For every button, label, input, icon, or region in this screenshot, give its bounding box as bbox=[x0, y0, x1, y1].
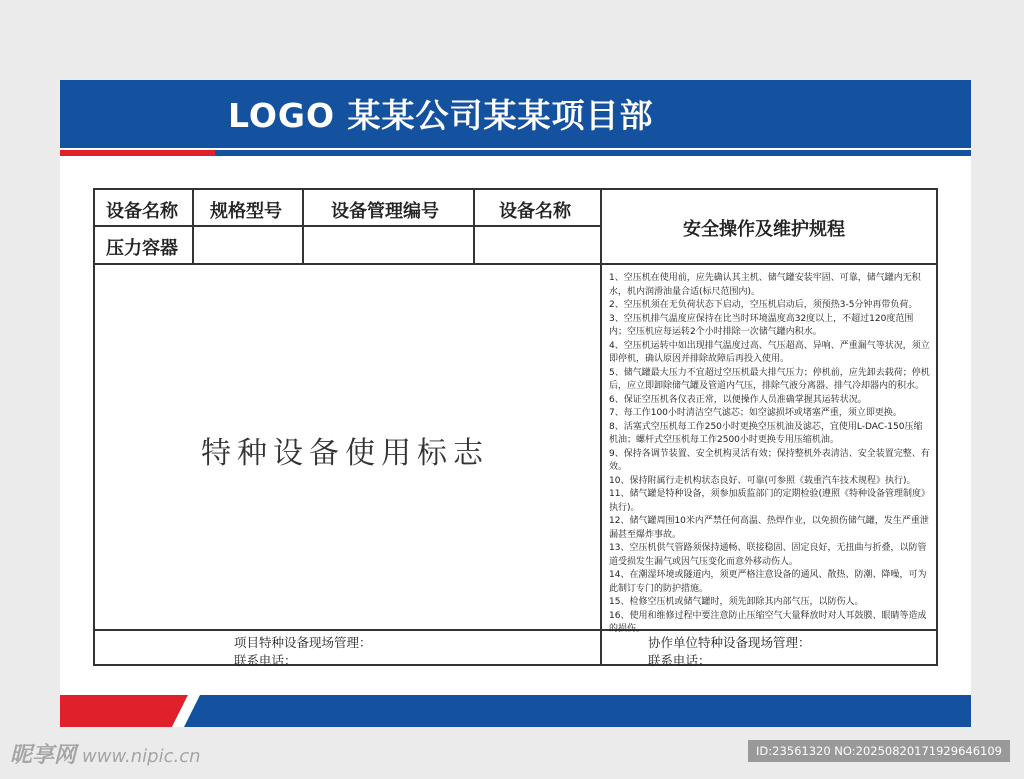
rule-item: 11、储气罐是特种设备，须参加质监部门的定期检验(遵照《特种设备管理制度》执行)。 bbox=[609, 489, 930, 513]
rule-item: 9、保持各调节装置、安全机构灵活有效；保持整机外表清洁、安全装置完整、有效。 bbox=[609, 448, 930, 472]
rule-item: 4、空压机运转中如出现排气温度过高、气压超高、异响、严重漏气等状况，须立即停机，确认原因并排除故障后再投入使用。 bbox=[609, 340, 930, 364]
partner-phone-label: 联系电话： bbox=[648, 653, 711, 668]
rule-item: 16、使用和维修过程中要注意防止压缩空气大量释放时对人耳鼓膜、眼睛等造成的损伤。 bbox=[609, 610, 927, 634]
row-cell-pressure-vessel: 压力容器 bbox=[106, 238, 178, 259]
image-id-bar: ID:23561320 NO:20250820171929646109 bbox=[748, 740, 1010, 762]
rule-item: 8、活塞式空压机每工作250小时更换空压机油及滤芯，宜使用L-DAC-150压缩机油；螺杆式空压机每工作2500小时更换专用压缩机油。 bbox=[609, 421, 923, 445]
footer-blue-stripe bbox=[184, 695, 971, 727]
header-cell-spec-model: 规格型号 bbox=[210, 201, 282, 222]
header-accent-blue bbox=[215, 150, 971, 156]
rule-item: 14、在潮湿环境或隧道内，须更严格注意设备的通风、散热、防潮、降噪，可为此制订专门的防护措施。 bbox=[609, 570, 927, 594]
col-divider-2 bbox=[302, 190, 304, 263]
header-cell-management-number: 设备管理编号 bbox=[331, 201, 439, 222]
header-cell-equipment-name: 设备名称 bbox=[106, 201, 178, 222]
rule-item: 6、保证空压机各仪表正常，以便操作人员准确掌握其运转状况。 bbox=[609, 394, 867, 405]
partner-manager-label: 协作单位特种设备现场管理： bbox=[648, 635, 811, 650]
col-divider-main bbox=[600, 190, 602, 664]
col-divider-3 bbox=[473, 190, 475, 263]
rule-item: 5、储气罐最大压力不宜超过空压机最大排气压力；停机前，应先卸去载荷；停机后，应立即卸除储气罐及管道内气压，排除气液分离器、排气冷却器内的积水。 bbox=[609, 367, 930, 391]
equipment-table bbox=[93, 188, 938, 666]
header-cell-equipment-name-2: 设备名称 bbox=[499, 201, 571, 222]
footer-red-stripe bbox=[60, 695, 188, 727]
rule-item: 2、空压机须在无负荷状态下启动，空压机启动后，须预热3-5分钟再带负荷。 bbox=[609, 300, 918, 310]
project-manager-label: 项目特种设备现场管理： bbox=[234, 635, 372, 650]
safety-rules-list bbox=[609, 272, 931, 637]
rule-item: 3、空压机排气温度应保持在比当时环境温度高32度以上，不超过120度范围内；空压机应每运转2个小时排除一次储气罐内积水。 bbox=[609, 313, 914, 337]
rule-item: 12、储气罐周围10米内严禁任何高温、热焊作业，以免损伤储气罐，发生严重泄漏甚至爆炸事故。 bbox=[609, 516, 929, 540]
header-band bbox=[60, 80, 971, 148]
watermark-brand: 昵享网 bbox=[10, 743, 77, 768]
rule-item: 7、每工作100小时清洁空气滤芯；如空滤损坏或堵塞严重，须立即更换。 bbox=[609, 408, 902, 418]
signboard bbox=[60, 80, 971, 727]
special-equipment-sign-label: 特种设备使用标志 bbox=[201, 436, 489, 471]
rule-item: 10、保持附属行走机构状态良好、可靠(可参照《载重汽车技术规程》执行)。 bbox=[609, 475, 916, 486]
project-phone-label: 联系电话： bbox=[234, 653, 297, 668]
watermark-logo bbox=[10, 738, 201, 769]
header-accent-red bbox=[60, 150, 215, 156]
rule-item: 1、空压机在使用前，应先确认其主机、储气罐安装牢固、可靠，储气罐内无积水，机内润滑油量合适(标尺范围内)。 bbox=[609, 273, 921, 297]
safety-procedure-title: 安全操作及维护规程 bbox=[683, 219, 845, 240]
header-title: LOGO 某某公司某某项目部 bbox=[228, 96, 654, 135]
row-divider-top bbox=[95, 225, 600, 227]
col-divider-1 bbox=[192, 190, 194, 263]
footer-band bbox=[60, 692, 971, 727]
row-divider-header bbox=[95, 263, 936, 265]
watermark-site: www.nipic.cn bbox=[82, 746, 201, 767]
rule-item: 13、空压机供气管路须保持通畅、联接稳固、固定良好，无扭曲与折叠，以防管道受损发生漏气或因气压变化而意外移动伤人。 bbox=[609, 543, 927, 567]
rule-item: 15、检修空压机或储气罐时，须先卸除其内部气压，以防伤人。 bbox=[609, 597, 864, 607]
